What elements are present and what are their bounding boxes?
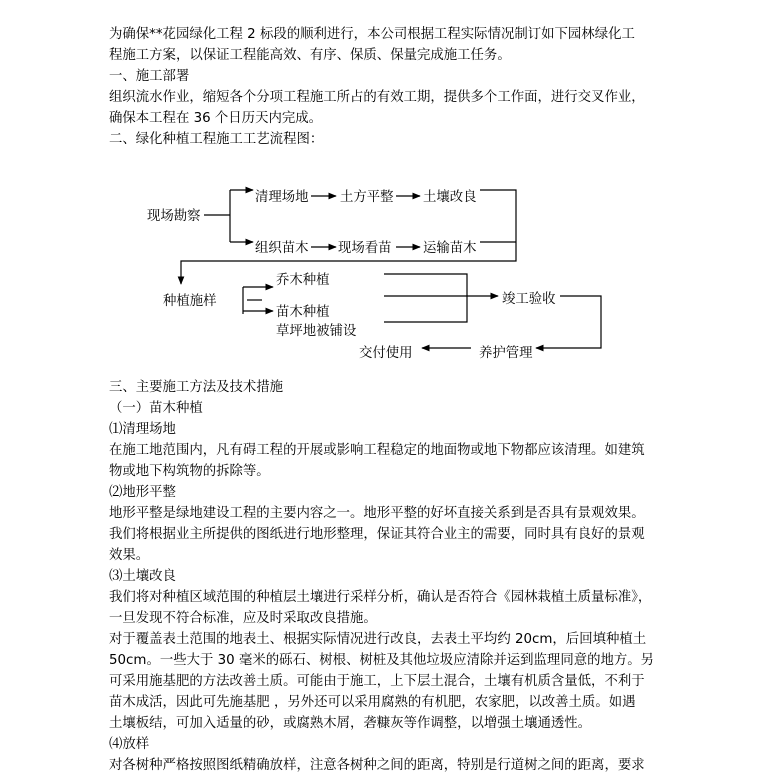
- intro-line-2: 程施工方案，以保证工程能高效、有序、保质、保量完成施工任务。: [109, 48, 511, 63]
- item3-line-6: 苗木成活，因此可先施基肥 ，另外还可以采用腐熟的有机肥，农家肥，以改善土质。如遇: [109, 695, 636, 710]
- node-leveling: 土方平整: [340, 190, 394, 205]
- node-acceptance: 竣工验收: [502, 292, 556, 307]
- item3-line-1: 我们将对种植区域范围的种植层土壤进行采样分析，确认是否符合《园林栽植土质量标准》，: [109, 590, 652, 605]
- item3-line-2: 一旦发现不符合标准，应及时采取改良措施。: [109, 611, 377, 626]
- node-seedling-planting: 苗木种植: [276, 305, 330, 320]
- item3-line-3: 对于覆盖表土范围的地表土、根据实际情况进行改良，去表土平均约 20cm，后回填种植土: [109, 632, 647, 647]
- node-inspect-seedlings: 现场看苗: [338, 241, 392, 256]
- item3-line-5: 可采用施基肥的方法改善土质。可能由于施工，上下层土混合，土壤有机质含量低，不利于: [109, 674, 645, 689]
- item1-title: ⑴清理场地: [109, 422, 176, 437]
- item2-line-2: 我们将根据业主所提供的图纸进行地形整理，保证其符合业主的需要，同时具有良好的景观: [109, 527, 645, 542]
- section1-line-2: 确保本工程在 36 个日历天内完成。: [109, 111, 323, 126]
- item4-line-1: 对各树种严格按照图纸精确放样，注意各树种之间的距离，特别是行道树之间的距离，要求: [109, 758, 645, 773]
- item3-line-4: 50cm。一些大于 30 毫米的砾石、树根、树桩及其他垃圾应清除并运到监理同意的地方。另: [109, 653, 655, 668]
- item2-line-3: 效果。: [109, 548, 150, 563]
- node-maintenance: 养护管理: [479, 346, 533, 361]
- section3-sub1-heading: （一）苗木种植: [109, 401, 203, 416]
- node-handover: 交付使用: [359, 346, 413, 361]
- section1-heading: 一、施工部署: [109, 69, 190, 84]
- node-soil-improvement: 土壤改良: [423, 190, 477, 205]
- node-clearing: 清理场地: [255, 190, 309, 205]
- item3-line-7: 土壤板结，可加入适量的砂，或腐熟木屑，砻糠灰等作调整，以增强土壤通透性。: [109, 716, 592, 731]
- node-organize-seedlings: 组织苗木: [255, 241, 309, 256]
- section1-line-1: 组织流水作业，缩短各个分项工程施工所占的有效工期，提供多个工作面，进行交叉作业，: [109, 90, 645, 105]
- section2-heading: 二、绿化种植工程施工工艺流程图：: [109, 132, 324, 147]
- node-tree-planting: 乔木种植: [276, 273, 330, 288]
- item4-title: ⑷放样: [109, 737, 150, 752]
- acceptance-bracket: [384, 274, 467, 322]
- node-staking: 种植施样: [163, 294, 217, 309]
- node-transport-seedlings: 运输苗木: [423, 241, 477, 256]
- node-lawn-planting: 草坪地被铺设: [276, 324, 357, 339]
- section3-heading: 三、主要施工方法及技术措施: [109, 380, 284, 395]
- intro-line-1: 为确保**花园绿化工程 2 标段的顺利进行，本公司根据工程实际情况制订如下园林绿化工: [109, 27, 635, 42]
- item1-line-1: 在施工地范围内，凡有碍工程的开展或影响工程稳定的地面物或地下物都应该清理。如建筑: [109, 443, 645, 458]
- node-survey: 现场勘察: [147, 209, 201, 224]
- item3-title: ⑶土壤改良: [109, 569, 176, 584]
- item2-line-1: 地形平整是绿地建设工程的主要内容之一。地形平整的好坏直接关系到是否具有景观效果。: [109, 506, 645, 521]
- item1-line-2: 物或地下构筑物的拆除等。: [109, 464, 270, 479]
- item2-title: ⑵地形平整: [109, 485, 176, 500]
